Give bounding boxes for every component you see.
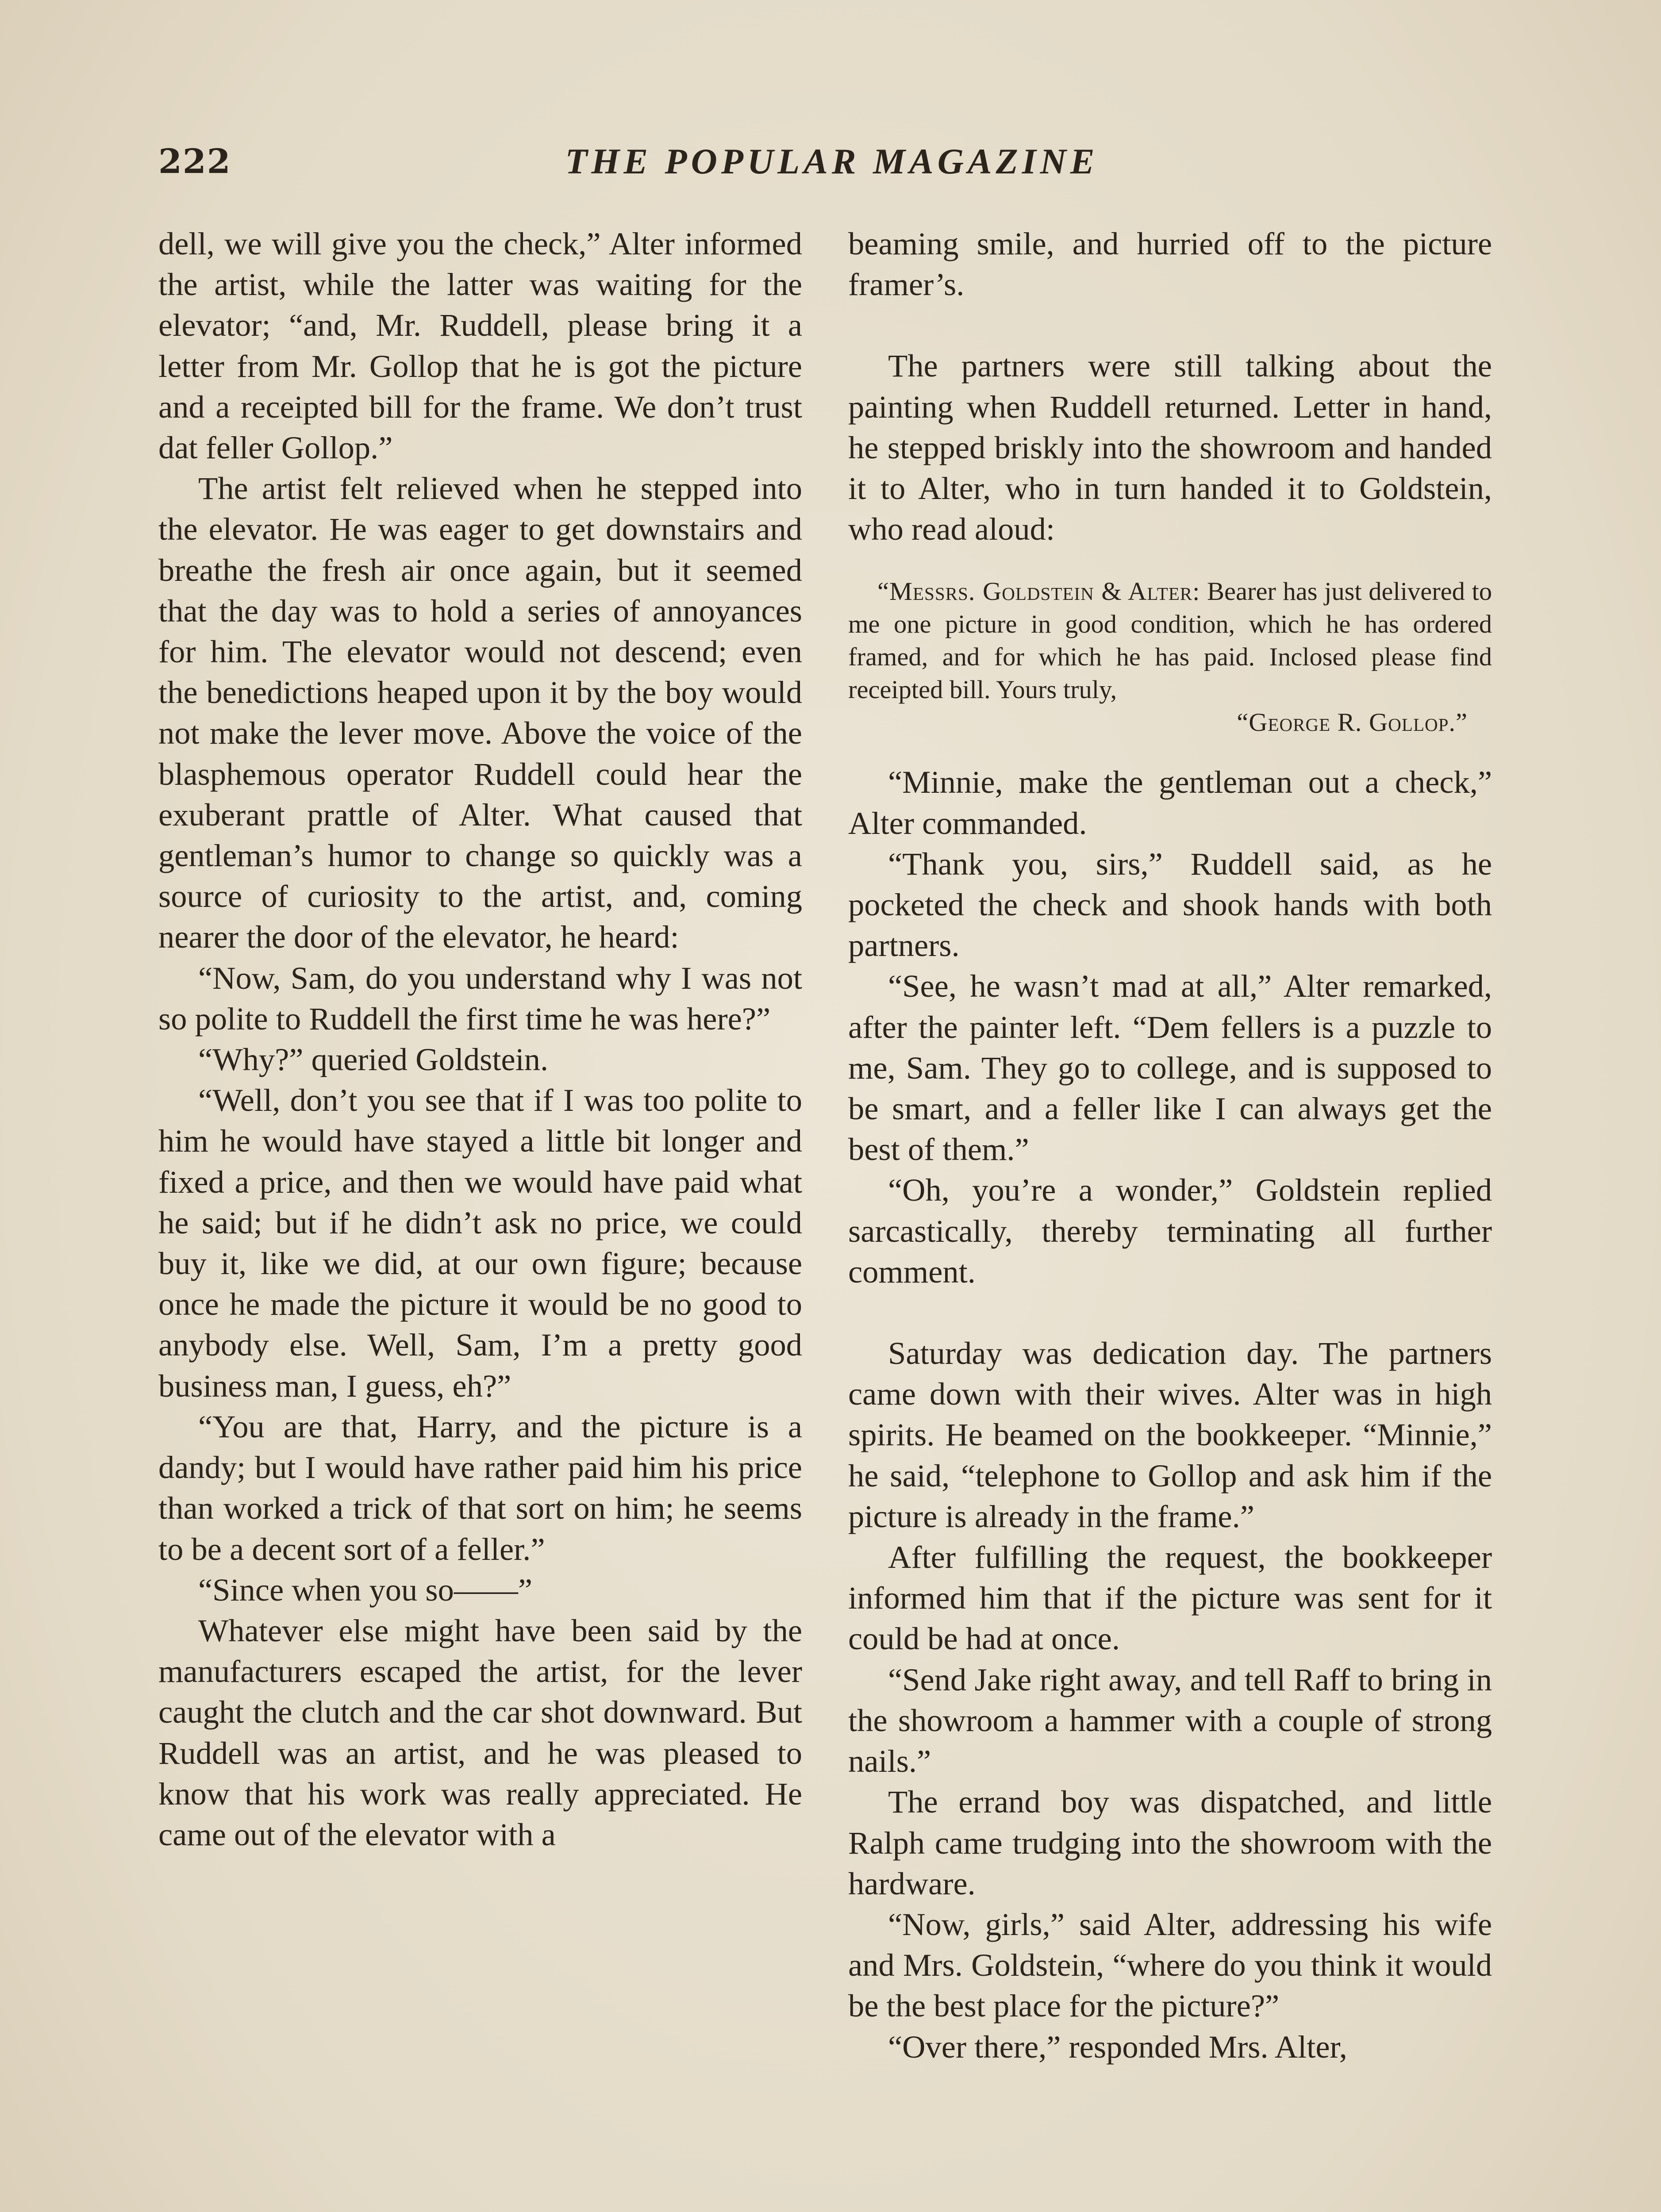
- paragraph: The artist felt relieved when he stepped into the elevator. He was eager to get downstairs and breathe the fresh air once again, but it seemed that the day was to hold a series of annoyances for him. The elevator would not descend; even the benedictions heaped upon it by the boy would not make the lever move. Above the voice of the blasphemous operator Ruddell could hear the exuberant prattle of Alter. What caused that gentleman’s humor to change so quickly was a source of curiosity to the artist, and, coming nearer the door of the elevator, he heard:: [158, 470, 802, 955]
- paragraph: “You are that, Harry, and the picture is a dandy; but I would have rather paid him his price than worked a trick of that sort on him; he seems to be a decent sort of a feller.”: [158, 1408, 802, 1567]
- paragraph: “Minnie, make the gentleman out a check,” Alter commanded.: [848, 764, 1492, 841]
- paragraph: beaming smile, and hurried off to the picture framer’s.: [848, 226, 1492, 303]
- paragraph: “Thank you, sirs,” Ruddell said, as he pocketed the check and shook hands with both partners.: [848, 845, 1492, 964]
- paragraph: Whatever else might have been said by the manufacturers escaped the artist, for the lever caught the clutch and the car shot downward. But Ruddell was an artist, and he was pleased to know that his work was really appreciated. He came out of the elevator with a: [158, 1612, 802, 1852]
- quoted-letter: [848, 575, 1492, 739]
- page-number: 222: [158, 142, 231, 181]
- paragraph: “Oh, you’re a wonder,” Goldstein replied sarcastically, thereby terminating all further comment.: [848, 1172, 1492, 1290]
- right-column: [848, 223, 1492, 2067]
- paragraph: Saturday was dedication day. The partners came down with their wives. Alter was in high spirits. He beamed on the bookkeeper. “Minnie,” he said, “telephone to Gollop and ask him if the picture is already in the frame.”: [848, 1335, 1492, 1534]
- paragraph: “Now, girls,” said Alter, addressing his wife and Mrs. Goldstein, “where do you think it would be the best place for the picture?”: [848, 1906, 1492, 2024]
- letter-body: Bearer has just delivered to me one picture in good condition, which he has ordered framed, and for which he has paid. Inclosed please find receipted bill. Yours truly,: [848, 577, 1492, 704]
- letter-signature: “George R. Gollop.”: [1237, 708, 1468, 737]
- paragraph: “Well, don’t you see that if I was too polite to him he would have stayed a little bit longer and fixed a price, and then we would have paid what he said; but if he didn’t ask no price, we could buy it, like we did, at our own figure; because once he made the picture it would be no good to anybody else. Well, Sam, I’m a pretty good business man, I guess, eh?”: [158, 1082, 802, 1404]
- paragraph: After fulfilling the request, the bookkeeper informed him that if the picture was sent for it could be had at once.: [848, 1539, 1492, 1657]
- paragraph: “Send Jake right away, and tell Raff to bring in the showroom a hammer with a couple of strong nails.”: [848, 1661, 1492, 1779]
- paragraph: “See, he wasn’t mad at all,” Alter remarked, after the painter left. “Dem fellers is a puzzle to me, Sam. They go to college, and is supposed to be smart, and a feller like I can always get the best of them.”: [848, 968, 1492, 1167]
- left-column: [158, 223, 802, 1855]
- paragraph: “Over there,” responded Mrs. Alter,: [888, 2028, 1347, 2065]
- paragraph: The errand boy was dispatched, and little Ralph came trudging into the showroom with the hardware.: [848, 1784, 1492, 1901]
- paragraph: “Why?” queried Goldstein.: [198, 1041, 549, 1078]
- running-head: THE POPULAR MAGAZINE: [565, 141, 1099, 181]
- paragraph: dell, we will give you the check,” Alter informed the artist, while the latter was waiting for the elevator; “and, Mr. Ruddell, please bring it a letter from Mr. Gollop that he is got the picture and a receipted bill for the frame. We don’t trust dat feller Gollop.”: [158, 226, 802, 466]
- paragraph: The partners were still talking about the painting when Ruddell returned. Letter in hand, he stepped briskly into the showroom and handed it to Alter, who in turn handed it to Goldstein, who read aloud:: [848, 348, 1492, 547]
- letter-salutation: “Messrs. Goldstein & Alter:: [877, 577, 1200, 606]
- paragraph: “Since when you so——”: [198, 1571, 533, 1608]
- paragraph: “Now, Sam, do you understand why I was not so polite to Ruddell the first time he was here?”: [158, 960, 802, 1037]
